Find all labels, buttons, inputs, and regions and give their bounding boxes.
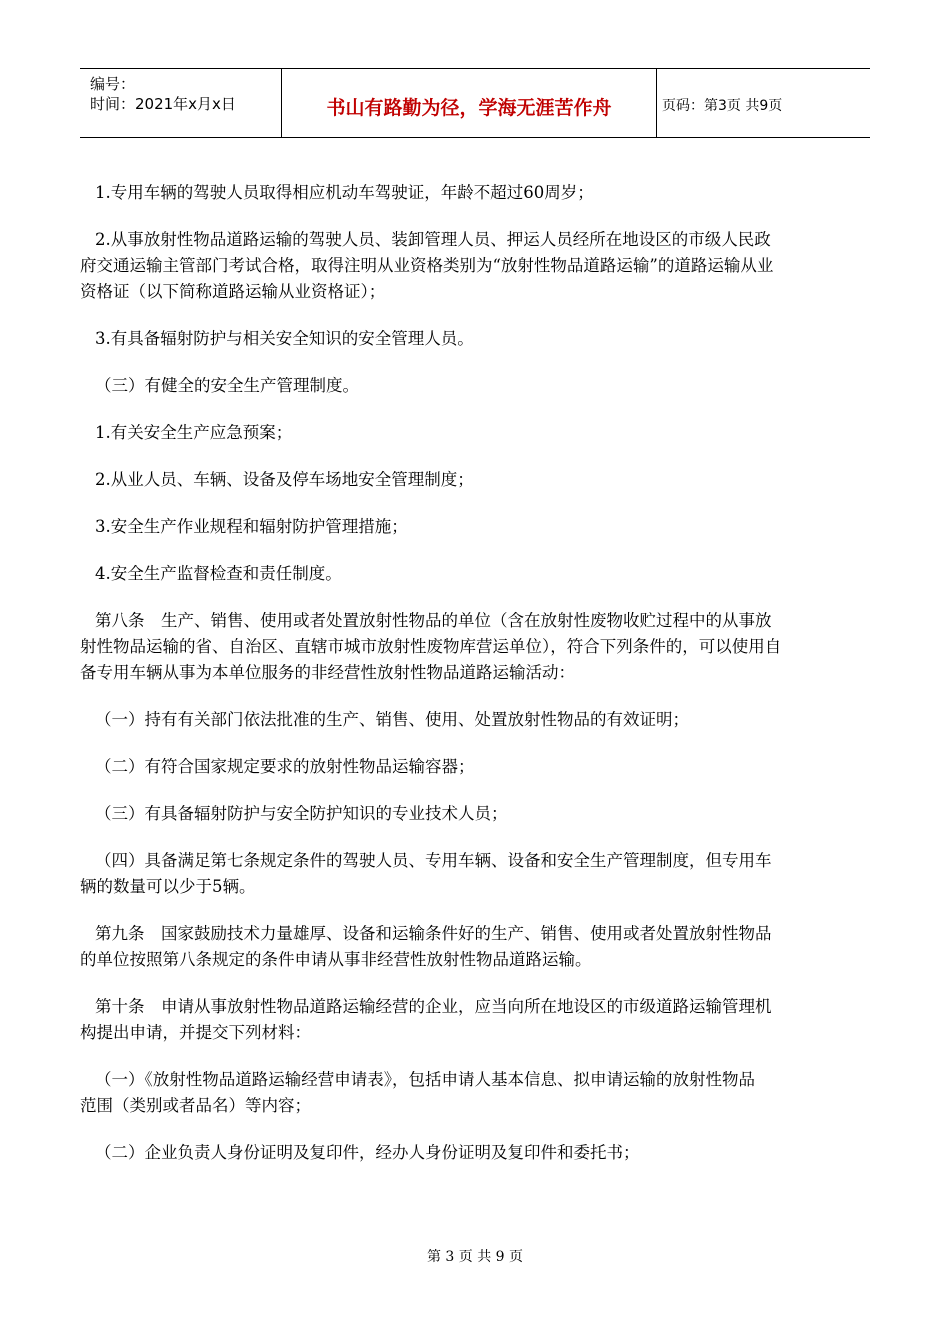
- body-paragraph: [95, 801, 885, 827]
- paragraph-continuation-line: 的单位按照第八条规定的条件申请从事非经营性放射性物品道路运输。: [80, 950, 592, 969]
- header-motto-cell: [281, 69, 657, 137]
- body-paragraph: [95, 754, 885, 780]
- paragraph-first-line: 第九条 国家鼓励技术力量雄厚、设备和运输条件好的生产、销售、使用或者处置放射性物品: [95, 924, 772, 943]
- paragraph-continuation-line: 资格证（以下简称道路运输从业资格证）；: [80, 282, 386, 301]
- document-time-label: 时间：2021年x月x日: [90, 95, 236, 113]
- paragraph-first-line: 3.安全生产作业规程和辐射防护管理措施；: [95, 517, 408, 536]
- paragraph-first-line: 1.有关安全生产应急预案；: [95, 423, 293, 442]
- paragraph-continuation-line: 府交通运输主管部门考试合格，取得注明从业资格类别为“放射性物品道路运输”的道路运输从业: [80, 256, 774, 275]
- body-paragraph: [95, 707, 885, 733]
- body-paragraph: [80, 921, 885, 973]
- paragraph-first-line: （一）《放射性物品道路运输经营申请表》，包括申请人基本信息、拟申请运输的放射性物品: [95, 1070, 755, 1089]
- paragraph-first-line: 4.安全生产监督检查和责任制度。: [95, 564, 342, 583]
- document-body: [80, 180, 885, 1187]
- body-paragraph: [95, 1140, 885, 1166]
- body-paragraph: [95, 561, 885, 587]
- paragraph-first-line: 1.专用车辆的驾驶人员取得相应机动车驾驶证，年龄不超过60周岁；: [95, 183, 594, 202]
- body-paragraph: [95, 326, 885, 352]
- paragraph-first-line: 第十条 申请从事放射性物品道路运输经营的企业，应当向所在地设区的市级道路运输管理机: [95, 997, 772, 1016]
- body-paragraph: [80, 227, 885, 305]
- paragraph-first-line: （二）企业负责人身份证明及复印件，经办人身份证明及复印件和委托书；: [95, 1143, 640, 1162]
- paragraph-first-line: （三）有健全的安全生产管理制度。: [95, 376, 359, 395]
- paragraph-continuation-line: 范围（类别或者品名）等内容；: [80, 1096, 311, 1115]
- body-paragraph: [95, 373, 885, 399]
- header-motto: 书山有路勤为径，学海无涯苦作舟: [326, 97, 612, 119]
- paragraph-continuation-line: 射性物品运输的省、自治区、直辖市城市放射性废物库营运单位），符合下列条件的，可以使用自: [80, 637, 782, 656]
- paragraph-first-line: 2.从业人员、车辆、设备及停车场地安全管理制度；: [95, 470, 474, 489]
- body-paragraph: [80, 994, 885, 1046]
- body-paragraph: [80, 608, 885, 686]
- paragraph-continuation-line: 备专用车辆从事为本单位服务的非经营性放射性物品道路运输活动：: [80, 663, 575, 682]
- paragraph-first-line: （四）具备满足第七条规定条件的驾驶人员、专用车辆、设备和安全生产管理制度，但专用车: [95, 851, 772, 870]
- body-paragraph: [95, 514, 885, 540]
- page-header: [80, 68, 870, 138]
- paragraph-first-line: 第八条 生产、销售、使用或者处置放射性物品的单位（含在放射性废物收贮过程中的从事放: [95, 611, 772, 630]
- header-page-cell: [656, 69, 870, 137]
- body-paragraph: [95, 467, 885, 493]
- body-paragraph: [95, 420, 885, 446]
- paragraph-first-line: 3.有具备辐射防护与相关安全知识的安全管理人员。: [95, 329, 474, 348]
- body-paragraph: [80, 848, 885, 900]
- body-paragraph: [80, 1067, 885, 1119]
- document-number-label: 编号：: [90, 75, 136, 93]
- header-page-info: 页码：第3页 共9页: [662, 98, 783, 114]
- paragraph-first-line: 2.从事放射性物品道路运输的驾驶人员、装卸管理人员、押运人员经所在地设区的市级人民政: [95, 230, 771, 249]
- body-paragraph: [95, 180, 885, 206]
- paragraph-first-line: （三）有具备辐射防护与安全防护知识的专业技术人员；: [95, 804, 508, 823]
- paragraph-continuation-line: 构提出申请，并提交下列材料：: [80, 1023, 311, 1042]
- paragraph-first-line: （一）持有有关部门依法批准的生产、销售、使用、处置放射性物品的有效证明；: [95, 710, 689, 729]
- paragraph-first-line: （二）有符合国家规定要求的放射性物品运输容器；: [95, 757, 475, 776]
- header-left-cell: [80, 69, 280, 137]
- page-footer: 第 3 页 共 9 页: [426, 1249, 524, 1265]
- paragraph-continuation-line: 辆的数量可以少于5辆。: [80, 877, 256, 896]
